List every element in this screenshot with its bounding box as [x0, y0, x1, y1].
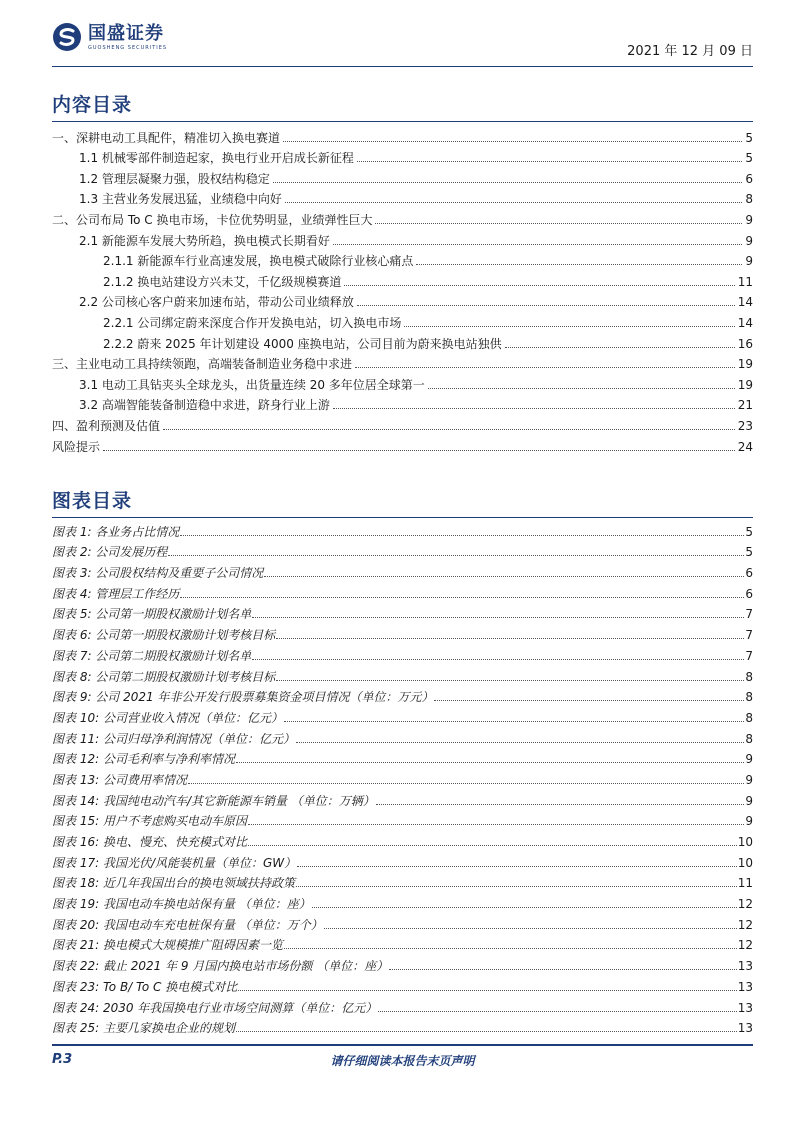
entry-title: 2.1 新能源车发展大势所趋，换电模式长期看好: [79, 233, 330, 248]
entry-page-number: 8: [745, 669, 753, 684]
entry-title: 2.2 公司核心客户蔚来加速布站，带动公司业绩释放: [79, 295, 354, 310]
entry-title: 图表 17: 我国光伏/风能装机量（单位：GW）: [52, 855, 297, 870]
dot-leader: [238, 990, 736, 991]
figure-entry[interactable]: [52, 766, 753, 787]
entry-page-number: 14: [737, 315, 753, 330]
toc-divider: [52, 121, 753, 122]
entry-page-number: 8: [745, 731, 753, 746]
figure-entry[interactable]: [52, 725, 753, 746]
dot-leader: [357, 161, 742, 162]
entry-page-number: 24: [737, 439, 753, 454]
toc-entry[interactable]: [52, 165, 753, 186]
entry-title: 图表 18: 近几年我国出台的换电领域扶持政策: [52, 876, 295, 891]
figure-entry[interactable]: [52, 932, 753, 953]
entry-title: 三、主业电动工具持续领跑，高端装备制造业务稳中求进: [52, 357, 353, 372]
entry-page-number: 12: [737, 917, 753, 932]
entry-page-number: 11: [737, 876, 753, 891]
entry-title: 图表 16: 换电、慢充、快充模式对比: [52, 835, 247, 849]
entry-page-number: 9: [745, 254, 753, 269]
figure-entry[interactable]: [52, 684, 753, 705]
entry-page-number: 8: [745, 710, 753, 725]
figure-entry[interactable]: [52, 787, 753, 808]
figure-entry[interactable]: [52, 518, 753, 539]
entry-title: 图表 25: 主要几家换电企业的规划: [52, 1021, 235, 1036]
dot-leader: [357, 305, 735, 306]
entry-title: 图表 10: 公司营业收入情况（单位：亿元）: [52, 710, 283, 725]
footer-disclaimer: 请仔细阅读本报告末页声明: [330, 1054, 475, 1068]
dot-leader: [264, 576, 744, 577]
dot-leader: [284, 721, 744, 722]
entry-title: 1.2 管理层凝聚力强，股权结构稳定: [79, 171, 270, 186]
page-footer: [52, 1044, 753, 1070]
entry-page-number: 23: [737, 418, 753, 433]
dot-leader: [252, 617, 744, 618]
page-header: [52, 18, 753, 67]
toc-entry[interactable]: [52, 412, 753, 433]
dot-leader: [252, 659, 744, 660]
entry-title: 3.1 电动工具钻夹头全球龙头，出货量连续 20 多年位居全球第一: [79, 377, 425, 392]
entry-page-number: 13: [737, 1021, 753, 1036]
dot-leader: [248, 824, 744, 825]
figure-entry[interactable]: [52, 849, 753, 870]
entry-page-number: 8: [745, 690, 753, 705]
entry-title: 图表 1: 各业务占比情况: [52, 524, 180, 539]
figure-entry[interactable]: [52, 1015, 753, 1036]
entry-title: 2.1.1 新能源车行业高速发展，换电模式破除行业核心痛点: [103, 254, 414, 269]
dot-leader: [378, 1011, 736, 1012]
figure-entry[interactable]: [52, 890, 753, 911]
dot-leader: [389, 969, 737, 970]
dot-leader: [103, 450, 735, 451]
dot-leader: [180, 535, 744, 536]
figure-entry[interactable]: [52, 704, 753, 725]
dot-leader: [297, 866, 737, 867]
entry-page-number: 5: [745, 524, 753, 539]
dot-leader: [236, 762, 744, 763]
figure-entry[interactable]: [52, 746, 753, 767]
guosheng-logo-icon: [52, 22, 82, 52]
figure-entry[interactable]: [52, 973, 753, 994]
entry-page-number: 6: [745, 586, 753, 601]
figure-entry[interactable]: [52, 870, 753, 891]
figure-entry[interactable]: [52, 994, 753, 1015]
figure-entry[interactable]: [52, 559, 753, 580]
figure-entry[interactable]: [52, 828, 753, 849]
entry-page-number: 9: [745, 793, 753, 808]
entry-page-number: 8: [745, 192, 753, 207]
entry-title: 2.1.2 换电站建设方兴未艾，千亿级规模赛道: [103, 274, 342, 289]
toc-entry[interactable]: [52, 330, 753, 351]
entry-title: 图表 8: 公司第二期股权激励计划考核目标: [52, 669, 276, 684]
entry-title: 图表 5: 公司第一期股权激励计划名单: [52, 607, 252, 622]
entry-title: 图表 11: 公司归母净利润情况（单位：亿元）: [52, 731, 295, 746]
entry-title: 图表 3: 公司股权结构及重要子公司情况: [52, 566, 264, 581]
entry-title: 图表 15: 用户不考虑购买电动车原因: [52, 814, 247, 829]
entry-title: 1.1 机械零部件制造起家，换电行业开启成长新征程: [79, 151, 354, 166]
entry-page-number: 6: [745, 171, 753, 186]
dot-leader: [344, 285, 734, 286]
entry-title: 图表 23: To B/ To C 换电模式对比: [52, 979, 238, 994]
dot-leader: [248, 845, 737, 846]
entry-page-number: 16: [737, 336, 753, 351]
toc-entry[interactable]: [52, 289, 753, 310]
figure-entry[interactable]: [52, 911, 753, 932]
figure-entry[interactable]: [52, 580, 753, 601]
toc-entry[interactable]: [52, 145, 753, 166]
entry-title: 风险提示: [52, 439, 101, 454]
dot-leader: [312, 907, 737, 908]
entry-title: 图表 20: 我国电动车充电桩保有量 （单位：万个）: [52, 917, 323, 932]
entry-page-number: 7: [745, 648, 753, 663]
entry-title: 1.3 主营业务发展迅猛，业绩稳中向好: [79, 192, 282, 207]
dot-leader: [276, 680, 744, 681]
entry-page-number: 9: [745, 752, 753, 767]
entry-title: 图表 12: 公司毛利率与净利率情况: [52, 752, 235, 767]
entry-title: 图表 7: 公司第二期股权激励计划名单: [52, 648, 252, 663]
entry-title: 3.2 高端智能装备制造稳中求进，跻身行业上游: [79, 398, 330, 413]
entry-title: 图表 21: 换电模式大规模推广阻碍因素一览: [52, 938, 283, 953]
entry-page-number: 9: [745, 212, 753, 227]
toc-entry[interactable]: [52, 227, 753, 248]
toc-entry[interactable]: [52, 248, 753, 269]
dot-leader: [333, 244, 742, 245]
entry-title: 图表 13: 公司费用率情况: [52, 772, 187, 787]
dot-leader: [188, 783, 744, 784]
table-of-contents: [52, 124, 753, 454]
entry-page-number: 19: [737, 357, 753, 372]
entry-title: 图表 19: 我国电动车换电站保有量 （单位：座）: [52, 897, 311, 912]
figure-entry[interactable]: [52, 621, 753, 642]
dot-leader: [428, 388, 735, 389]
toc-entry[interactable]: [52, 433, 753, 454]
toc-entry[interactable]: [52, 186, 753, 207]
entry-title: 2.2.2 蔚来 2025 年计划建设 4000 座换电站，公司目前为蔚来换电站独供: [103, 336, 502, 351]
entry-title: 图表 24: 2030 年我国换电行业市场空间测算（单位：亿元）: [52, 1000, 378, 1015]
dot-leader: [404, 326, 734, 327]
dot-leader: [416, 264, 742, 265]
dot-leader: [324, 928, 737, 929]
dot-leader: [273, 182, 742, 183]
report-date: 2021 年 12 月 09 日: [627, 44, 753, 59]
entry-page-number: 9: [745, 233, 753, 248]
dot-leader: [355, 367, 735, 368]
entry-page-number: 5: [745, 545, 753, 560]
logo-chinese-name: 国盛证券: [88, 22, 164, 44]
figure-entry[interactable]: [52, 663, 753, 684]
entry-title: 二、公司布局 To C 换电市场，卡位优势明显，业绩弹性巨大: [52, 212, 373, 227]
entry-page-number: 12: [737, 938, 753, 953]
entry-page-number: 19: [737, 377, 753, 392]
figure-entry[interactable]: [52, 952, 753, 973]
toc-entry[interactable]: [52, 392, 753, 413]
dot-leader: [285, 202, 742, 203]
entry-page-number: 12: [737, 897, 753, 912]
entry-page-number: 21: [737, 398, 753, 413]
page-number: P.3: [52, 1052, 73, 1067]
figure-entry[interactable]: [52, 808, 753, 829]
entry-page-number: 9: [745, 814, 753, 829]
figure-entry[interactable]: [52, 539, 753, 560]
entry-page-number: 10: [737, 855, 753, 870]
entry-title: 图表 4: 管理层工作经历: [52, 586, 180, 601]
toc-title: 内容目录: [52, 94, 133, 116]
dot-leader: [168, 555, 744, 556]
dot-leader: [236, 1031, 737, 1032]
figure-entry[interactable]: [52, 601, 753, 622]
dot-leader: [296, 886, 737, 887]
toc-entry[interactable]: [52, 309, 753, 330]
dot-leader: [180, 597, 744, 598]
dot-leader: [375, 223, 742, 224]
entry-title: 2.2.1 公司绑定蔚来深度合作开发换电站，切入换电市场: [103, 315, 402, 330]
dot-leader: [505, 347, 735, 348]
dot-leader: [376, 804, 745, 805]
lof-title: 图表目录: [52, 490, 133, 512]
entry-page-number: 11: [737, 274, 753, 289]
logo-english-name: GUOSHENG SECURITIES: [88, 44, 168, 51]
dot-leader: [296, 742, 744, 743]
dot-leader: [284, 948, 737, 949]
company-logo: [52, 22, 167, 52]
entry-title: 图表 6: 公司第一期股权激励计划考核目标: [52, 628, 276, 643]
entry-title: 一、深耕电动工具配件，精准切入换电赛道: [52, 130, 281, 145]
toc-entry[interactable]: [52, 124, 753, 145]
list-of-figures: [52, 518, 753, 1035]
entry-page-number: 5: [745, 130, 753, 145]
entry-title: 图表 14: 我国纯电动汽车/其它新能源车销量 （单位：万辆）: [52, 793, 375, 808]
entry-page-number: 5: [745, 151, 753, 166]
dot-leader: [283, 141, 742, 142]
entry-page-number: 7: [745, 628, 753, 643]
entry-title: 图表 22: 截止 2021 年 9 月国内换电站市场份额 （单位：座）: [52, 959, 389, 974]
dot-leader: [163, 429, 735, 430]
entry-page-number: 7: [745, 607, 753, 622]
entry-page-number: 14: [737, 295, 753, 310]
entry-page-number: 9: [745, 772, 753, 787]
toc-entry[interactable]: [52, 268, 753, 289]
dot-leader: [434, 700, 744, 701]
dot-leader: [333, 408, 735, 409]
toc-entry[interactable]: [52, 371, 753, 392]
dot-leader: [276, 638, 744, 639]
entry-page-number: 13: [737, 979, 753, 994]
toc-entry[interactable]: [52, 206, 753, 227]
toc-entry[interactable]: [52, 351, 753, 372]
entry-title: 四、盈利预测及估值: [52, 418, 161, 433]
entry-title: 图表 2: 公司发展历程: [52, 545, 168, 560]
entry-page-number: 10: [737, 835, 753, 849]
entry-page-number: 6: [745, 566, 753, 581]
entry-page-number: 13: [737, 1000, 753, 1015]
figure-entry[interactable]: [52, 642, 753, 663]
entry-title: 图表 9: 公司 2021 年非公开发行股票募集资金项目情况（单位：万元）: [52, 690, 434, 705]
entry-page-number: 13: [737, 959, 753, 974]
